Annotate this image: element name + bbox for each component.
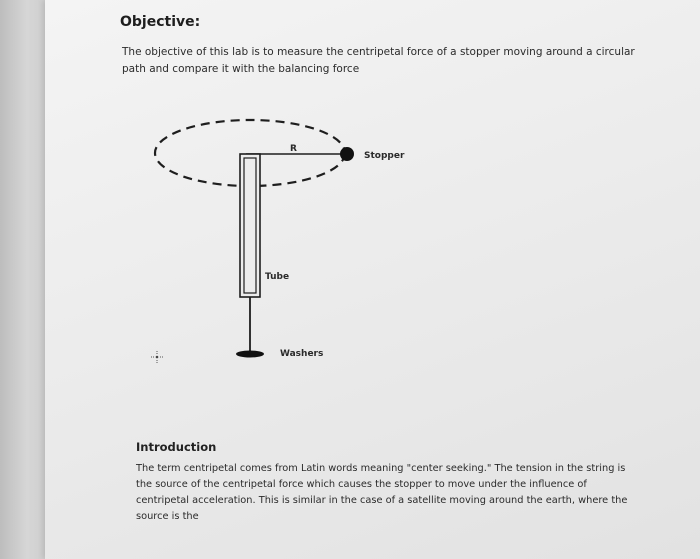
- tube-label: Tube: [265, 272, 290, 282]
- stopper-label: Stopper: [364, 151, 405, 161]
- washers-label: Washers: [280, 349, 324, 359]
- tube-outer: [240, 154, 260, 297]
- page-edge-strip: [0, 0, 45, 559]
- washers-weight: [236, 351, 264, 358]
- stopper-ball: [340, 147, 354, 161]
- sparkle-cursor-icon: [150, 350, 164, 364]
- objective-paragraph: The objective of this lab is to measure the centripetal force of a stopper moving around a circular path and compare it with the balancing force: [122, 46, 635, 75]
- centripetal-apparatus-diagram: [140, 110, 440, 380]
- objective-heading: Objective:: [120, 14, 201, 30]
- introduction-heading: Introduction: [136, 440, 217, 454]
- radius-label: R: [290, 144, 297, 154]
- introduction-paragraph: The term centripetal comes from Latin words meaning "center seeking." The tension in the string is the source of the centripetal force which causes the stopper to move under the influence of centripetal acceleration. This is similar in the case of a satellite moving around the earth, where the source is the: [136, 463, 628, 522]
